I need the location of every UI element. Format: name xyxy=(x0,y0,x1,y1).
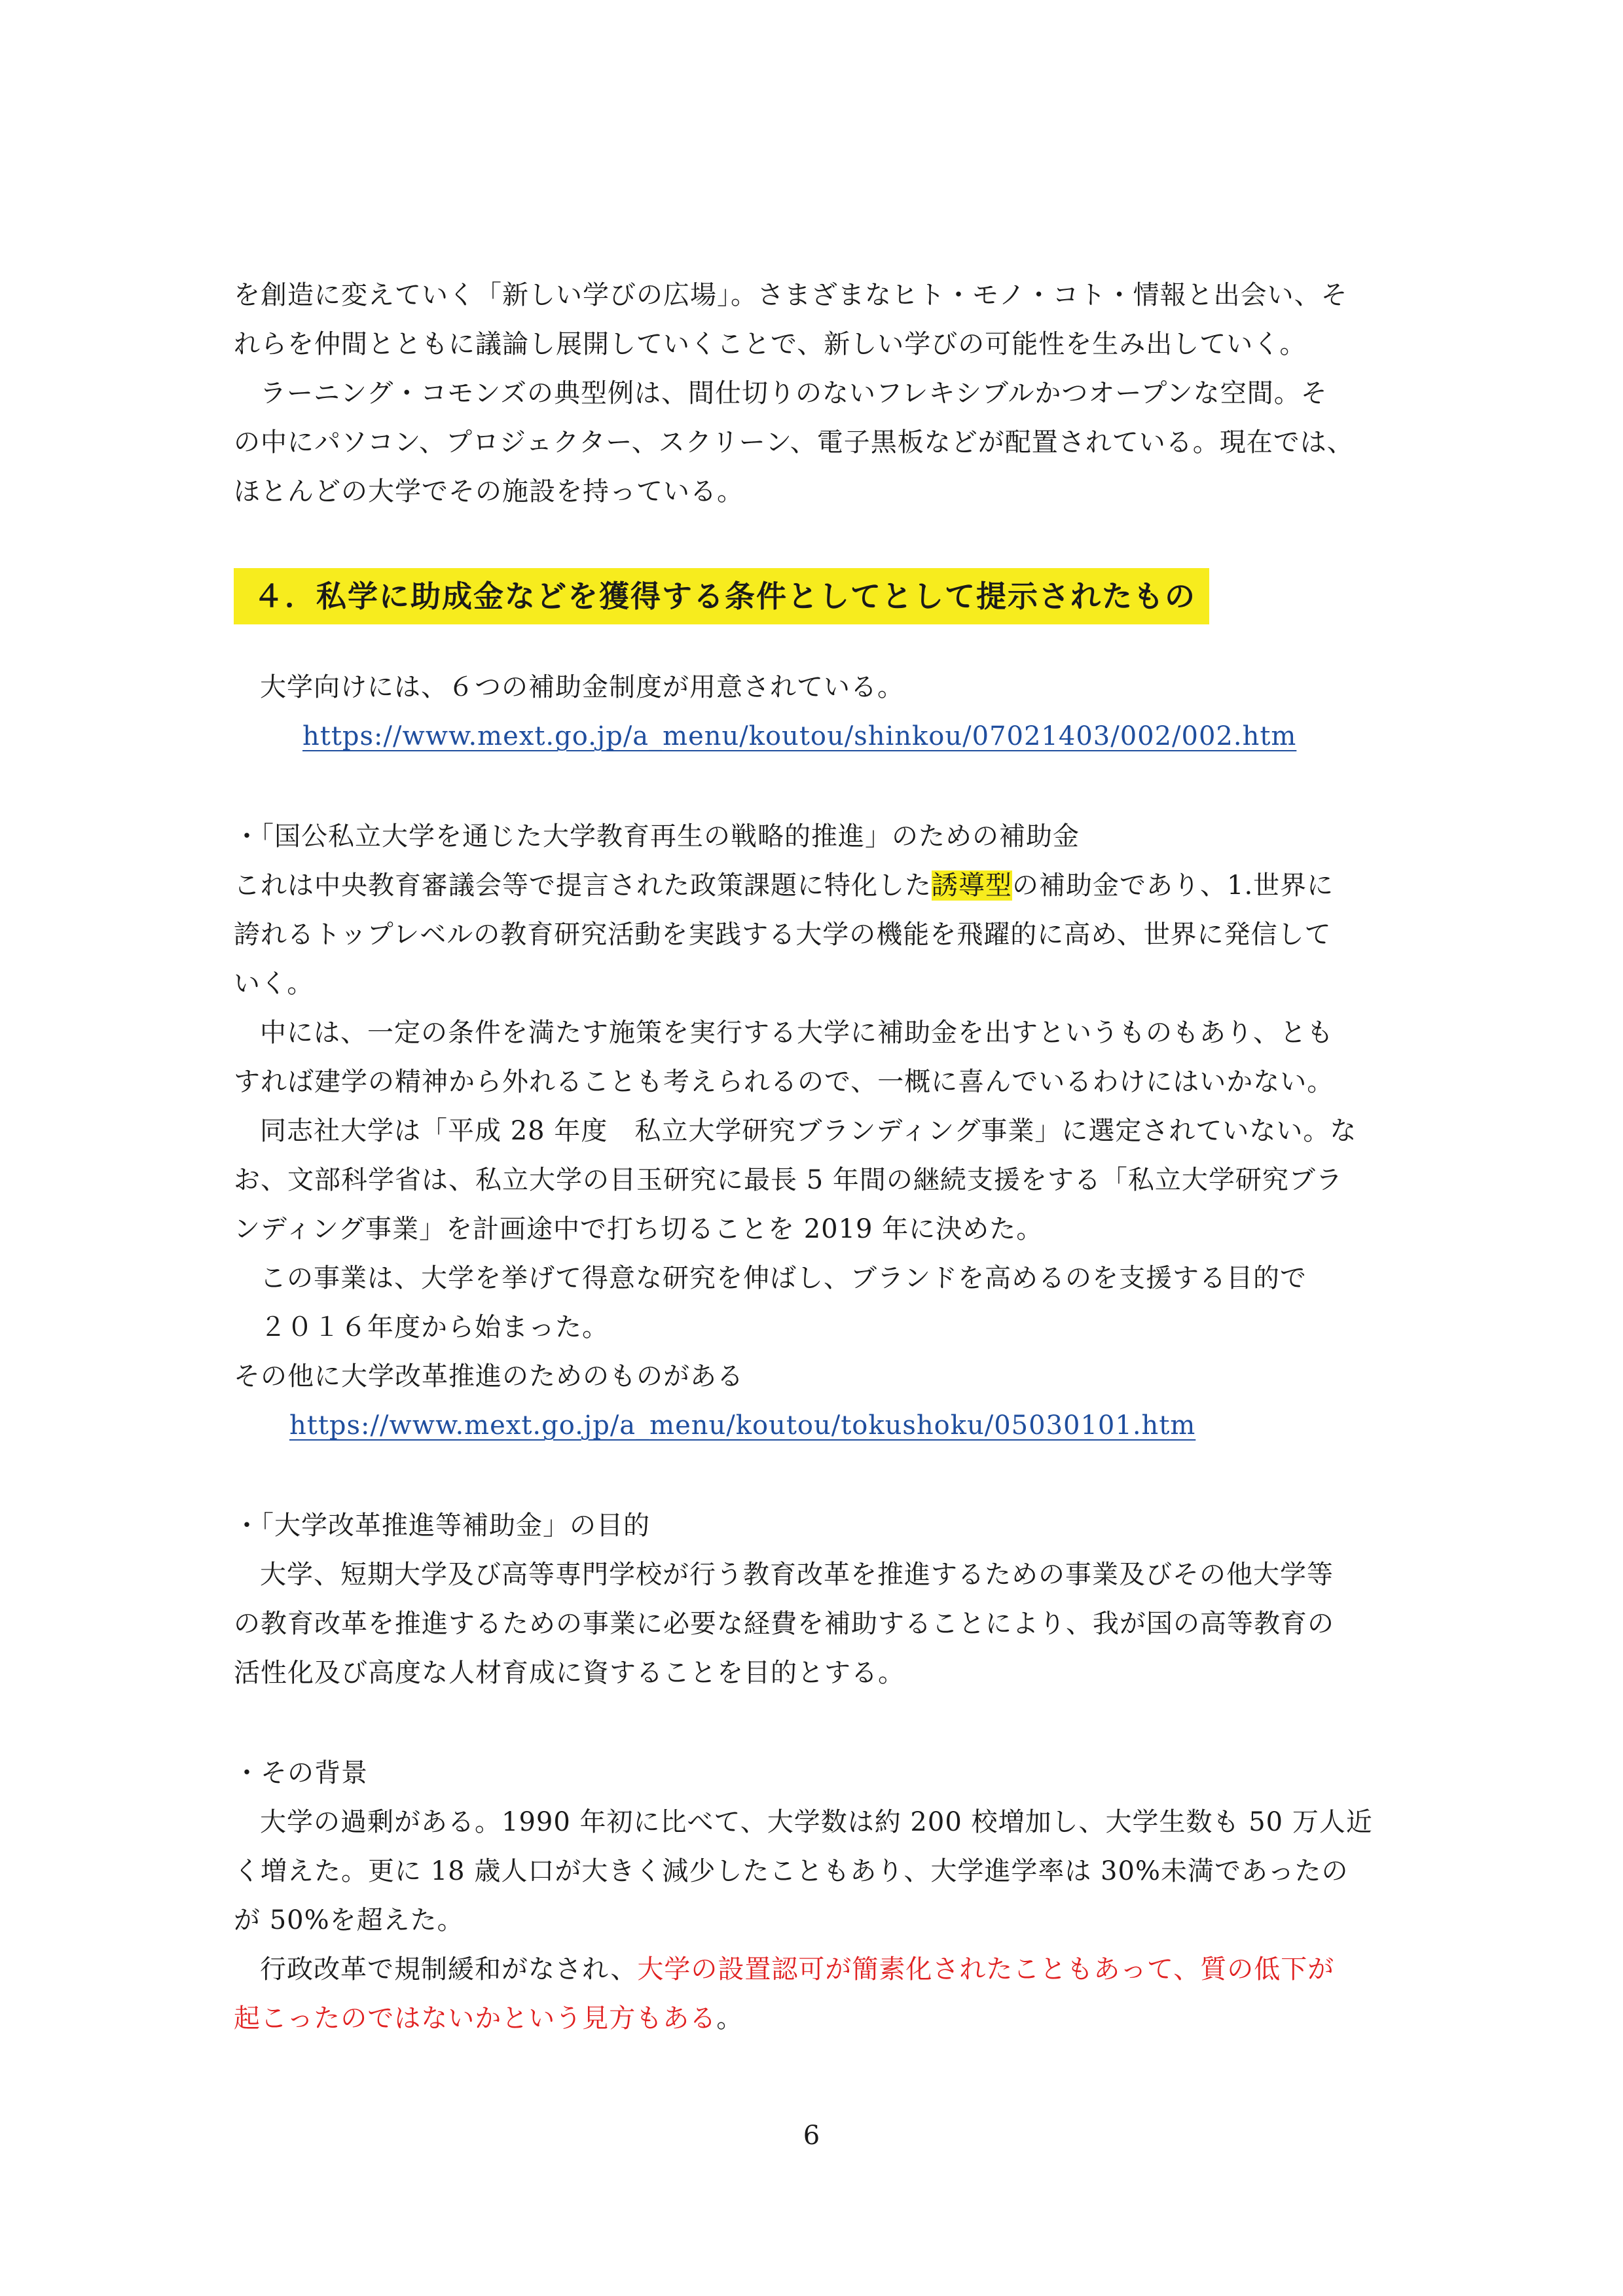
paragraph-line: 同志社大学は「平成 28 年度 私立大学研究ブランディング事業」に選定されていない。な xyxy=(260,1116,1357,1146)
highlighted-term: 誘導型 xyxy=(932,870,1012,901)
text-segment: これは中央教育審議会等で提言された政策課題に特化した xyxy=(234,870,932,901)
paragraph-line: く増えた。更に 18 歳人口が大きく減少したこともあり、大学進学率は 30%未満であったの xyxy=(234,1856,1349,1886)
paragraph-line: が 50%を超えた。 xyxy=(234,1905,464,1935)
paragraph-line: すれば建学の精神から外れることも考えられるので、一概に喜んでいるわけにはいかない。 xyxy=(234,1067,1334,1097)
paragraph-line: れらを仲間とともに議論し展開していくことで、新しい学びの可能性を生み出していく。 xyxy=(234,329,1307,359)
paragraph-line: の中にパソコン、プロジェクター、スクリーン、電子黒板などが配置されている。現在では、 xyxy=(234,427,1354,457)
emphasized-text: 起こったのではないかという見方もある xyxy=(234,2003,717,2034)
paragraph-line: この事業は、大学を挙げて得意な研究を伸ばし、ブランドを高めるのを支援する目的で xyxy=(260,1263,1307,1293)
text-segment: の補助金であり、1.世界に xyxy=(1012,870,1334,901)
link-row xyxy=(289,1408,1455,1443)
link-row xyxy=(302,719,1468,753)
page-number: 6 xyxy=(803,2121,820,2151)
paragraph-line: 中には、一定の条件を満たす施策を実行する大学に補助金を出すというものもあり、とも xyxy=(260,1018,1334,1048)
emphasized-text: 大学の設置認可が簡素化されたこともあって、質の低下が xyxy=(637,1954,1335,1984)
paragraph-line: ンディング事業」を計画途中で打ち切ることを 2019 年に決めた。 xyxy=(234,1214,1044,1244)
paragraph-line: お、文部科学省は、私立大学の目玉研究に最長 5 年間の継続支援をする「私立大学研究ブラ xyxy=(234,1165,1343,1195)
paragraph-line xyxy=(234,869,1399,903)
subsidy2-title: ・「大学改革推進等補助金」の目的 xyxy=(234,1511,650,1541)
paragraph-line xyxy=(234,2001,1399,2036)
paragraph-line: 活性化及び高度な人材育成に資することを目的とする。 xyxy=(234,1658,905,1688)
paragraph-line: その他に大学改革推進のためのものがある xyxy=(234,1361,744,1391)
text-segment: 。 xyxy=(716,2003,744,2034)
background-title: ・その背景 xyxy=(234,1758,368,1788)
mext-tokushoku-link[interactable]: https://www.mext.go.jp/a_menu/koutou/tokushoku/05030101.htm xyxy=(289,1410,1196,1441)
paragraph-line: 誇れるトップレベルの教育研究活動を実践する大学の機能を飛躍的に高め、世界に発信して xyxy=(234,920,1332,950)
paragraph-line: を創造に変えていく「新しい学びの広場」。さまざまなヒト・モノ・コト・情報と出会い、そ xyxy=(234,280,1348,310)
paragraph-line: ２０１６年度から始まった。 xyxy=(260,1312,609,1342)
intro-line: 大学向けには、６つの補助金制度が用意されている。 xyxy=(260,672,904,702)
paragraph-line xyxy=(260,1952,1425,1986)
section-heading: ４．私学に助成金などを獲得する条件としてとして提示されたもの xyxy=(234,568,1209,624)
mext-shinkou-link[interactable]: https://www.mext.go.jp/a_menu/koutou/shinkou/07021403/002/002.htm xyxy=(302,721,1297,751)
paragraph-line: 大学の過剰がある。1990 年初に比べて、大学数は約 200 校増加し、大学生数も 50 万人近 xyxy=(260,1807,1373,1837)
text-segment: 行政改革で規制緩和がなされ、 xyxy=(260,1954,638,1984)
paragraph-line: 大学、短期大学及び高等専門学校が行う教育改革を推進するための事業及びその他大学等 xyxy=(260,1560,1334,1590)
paragraph-line: ラーニング・コモンズの典型例は、間仕切りのないフレキシブルかつオープンな空間。そ xyxy=(260,378,1328,408)
paragraph-line: いく。 xyxy=(234,969,314,999)
subsidy1-title: ・「国公私立大学を通じた大学教育再生の戦略的推進」のための補助金 xyxy=(234,821,1080,852)
paragraph-line: ほとんどの大学でその施設を持っている。 xyxy=(234,476,744,507)
paragraph-line: の教育改革を推進するための事業に必要な経費を補助することにより、我が国の高等教育の xyxy=(234,1609,1334,1639)
